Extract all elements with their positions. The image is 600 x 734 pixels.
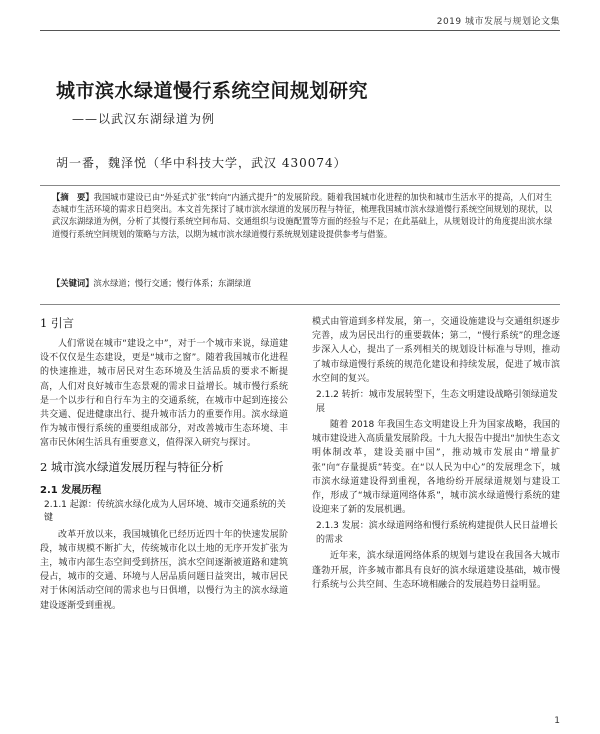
body-paragraph: 近年来，滨水绿道网络体系的规划与建设在我国各大城市蓬勃开展，许多城市都具有良好的滨水绿道建设基础，城市慢行系统与公共空间、生态环境相融合的发展趋势日益明显。 bbox=[312, 551, 560, 590]
section-heading-history: 2 城市滨水绿道发展历程与特征分析 bbox=[40, 459, 224, 474]
keywords-label: 【关键词】 bbox=[52, 278, 94, 288]
body-paragraph: 随着 2018 年我国生态文明建设上升为国家战略，我国的城市建设进入高质量发展阶段。十九大报告中提出“加快生态文明体制改革，建设美丽中国”，推动城市发展由“增量扩张”向“存量提质”转变。在“以人民为中心”的发展理念下，城市滨水绿道建设得到重视，各地纷纷开展绿道规划与建设工作，形成了“城市绿道网络体系”，城市滨水绿道慢行系统的建设迎来了新的发展机遇。 bbox=[312, 420, 560, 516]
keywords bbox=[52, 277, 552, 289]
author-line: 胡一番，魏泽悦（华中科技大学，武汉 430074） bbox=[56, 156, 347, 170]
page-number: 1 bbox=[554, 716, 560, 726]
header-divider bbox=[40, 30, 560, 31]
abstract-text: 我国城市建设已由“外延式扩张”转向“内涵式提升”的发展阶段。随着我国城市化进程的加快和城市生活水平的提高，人们对生态城市生活环境的需求日趋突出。本文首先探讨了城市滨水绿道的发展历程与特征，梳理我国城市滨水绿道慢行系统空间规划的现状，以武汉东湖绿道为例，分析了其慢行系统空间布局、交通组织与设施配置等方面的经验与不足；在此基础上，从规划设计的角度提出滨水绿道慢行系统空间规划的策略与方法，以期为城市滨水绿道慢行系统规划建设提供参考与借鉴。 bbox=[52, 192, 552, 239]
abstract-box bbox=[40, 185, 560, 305]
right-column bbox=[312, 315, 560, 725]
subsection-heading: 2.1 发展历程 bbox=[40, 484, 102, 496]
body-paragraph: 改革开放以来，我国城镇化已经历近四十年的快速发展阶段，城市规模不断扩大，传统城市化以土地的无序开发扩张为主，城市内部生态空间受到挤压，滨水空间逐渐被道路和建筑侵占，城市的交通、环境与人居品质问题日益突出，城市居民对于休闲活动空间的需求也与日俱增，以慢行为主的滨水绿道建设逐渐受到重视。 bbox=[40, 529, 288, 611]
body-paragraph: 人们常说在城市“建设之中”，对于一个城市来说，绿道建设不仅仅是生态建设，更是“城市之窗”。随着我国城市化进程的快速推进，城市居民对生态环境及生活品质的要求不断提高，人们对良好城市生态景观的需求日益增长。城市慢行系统是一个以步行和自行车为主的交通系统，在城市中起到连接公共交通、促进健康出行、提升城市活力的重要作用。滨水绿道作为城市慢行系统的重要组成部分，对改善城市生态环境、丰富市民休闲生活具有重要意义，值得深入研究与探讨。 bbox=[40, 339, 288, 449]
running-head: 2019 城市发展与规划论文集 bbox=[436, 17, 560, 27]
subsubsection-heading: 2.1.1 起源：传统滨水绿化成为人居环境、城市交通系统的关键 bbox=[44, 499, 286, 524]
paper-subtitle: ——以武汉东湖绿道为例 bbox=[72, 112, 216, 126]
subsubsection-heading: 2.1.2 转折：城市发展转型下，生态文明建设战略引领绿道发展 bbox=[316, 390, 558, 414]
left-column bbox=[40, 315, 288, 725]
subsubsection-heading: 2.1.3 发展：滨水绿道网络和慢行系统构建提供人民日益增长的需求 bbox=[316, 521, 558, 545]
keywords-text: 滨水绿道；慢行交通；慢行体系；东湖绿道 bbox=[93, 278, 252, 288]
body-paragraph: 模式由管道到多样发展，第一，交通设施建设与交通组织逐步完善，成为居民出行的重要载体；第二，“慢行系统”的理念逐步深入人心，提出了一系列相关的规划设计标准与导则，推动了城市绿道慢行系统的规范化建设和持续发展，促进了城市滨水空间的复兴。 bbox=[312, 317, 560, 384]
abstract bbox=[52, 191, 552, 240]
section-heading-introduction: 1 引言 bbox=[40, 316, 74, 330]
abstract-label: 【摘 要】 bbox=[52, 192, 94, 202]
paper-title: 城市滨水绿道慢行系统空间规划研究 bbox=[56, 80, 369, 102]
